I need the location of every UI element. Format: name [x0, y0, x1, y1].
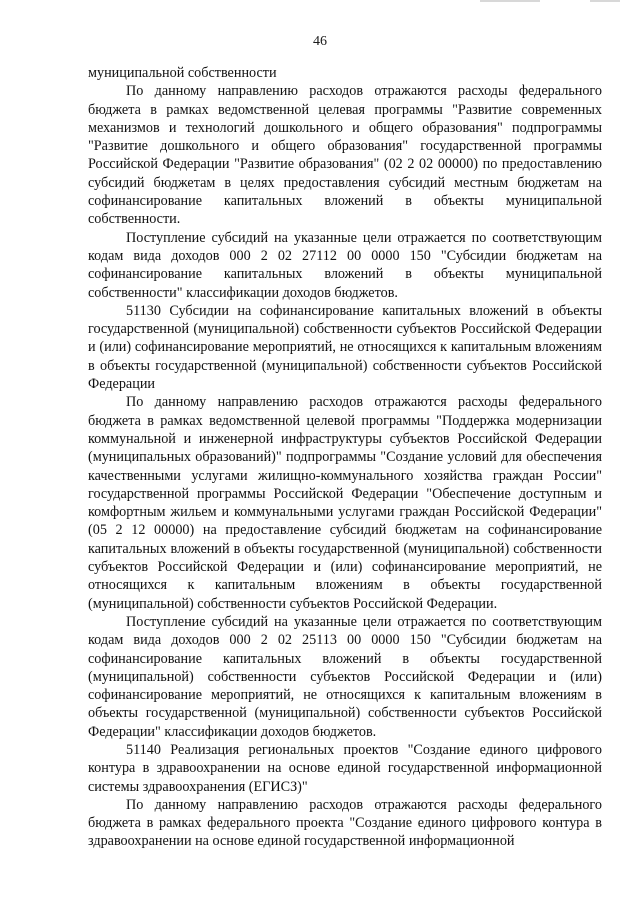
section-heading-51130: 51130 Субсидии на софинансирование капитальных вложений в объекты государственной (муниципальной) собственности субъектов Российской Федерации и (или) софинансирование мероприятий, не относящихся к капитальным вложениям в объекты государственной (муниципальной) собственности субъектов Российской Федерации [88, 302, 602, 393]
document-body [88, 64, 602, 851]
paragraph: По данному направлению расходов отражаются расходы федерального бюджета в рамках ведомственной целевой программы "Поддержка модернизации коммунальной и инженерной инфраструктуры субъектов Российской Федерации (муниципальных образований)" подпрограммы "Создание условий для обеспечения качественными услугами жилищно-коммунального хозяйства граждан России" государственной программы Российской Федерации "Обеспечение доступным и комфортным жильем и коммунальными услугами граждан Российской Федерации" (05 2 12 00000) на предоставление субсидий бюджетам на софинансирование капитальных вложений в объекты государственной (муниципальной) собственности субъектов Российской Федерации и (или) софинансирование мероприятий, не относящихся к капитальным вложениям в объекты государственной (муниципальной) собственности субъектов Российской Федерации. [88, 394, 602, 612]
paragraph: По данному направлению расходов отражаются расходы федерального бюджета в рамках ведомственной целевая программы "Развитие современных механизмов и технологий дошкольного и общего образования" подпрограммы "Развитие дошкольного и общего образования" государственной программы Российской Федерации "Развитие образования" (02 2 02 00000) по предоставлению субсидий бюджетам в целях предоставления субсидий местным бюджетам на софинансирование капитальных вложений в объекты муниципальной собственности. [88, 83, 602, 228]
paragraph: Поступление субсидий на указанные цели отражается по соответствующим кодам вида доходов 000 2 02 25113 00 0000 150 "Субсидии бюджетам на софинансирование капитальных вложений в объекты государственной (муниципальной) собственности субъектов Российской Федерации и (или) софинансирование мероприятий, не относящихся к капитальным вложениям в объекты государственной (муниципальной) собственности субъектов Российской Федерации" классификации доходов бюджетов. [88, 613, 602, 740]
paragraph-continuation: муниципальной собственности [88, 65, 277, 81]
scan-edge-mark [590, 0, 620, 2]
paragraph: По данному направлению расходов отражаются расходы федерального бюджета в рамках федерального проекта "Создание единого цифрового контура в здравоохранении на основе единой государственной информационной [88, 796, 602, 850]
scan-edge-mark [480, 0, 540, 2]
paragraph: Поступление субсидий на указанные цели отражается по соответствующим кодам вида доходов 000 2 02 27112 00 0000 150 "Субсидии бюджетам на софинансирование капитальных вложений в объекты муниципальной собственности" классификации доходов бюджетов. [88, 229, 602, 301]
page-number: 46 [313, 34, 327, 49]
section-heading-51140: 51140 Реализация региональных проектов "Создание единого цифрового контура в здравоохранении на основе единой государственной информационной системы здравоохранения (ЕГИСЗ)" [88, 741, 602, 795]
